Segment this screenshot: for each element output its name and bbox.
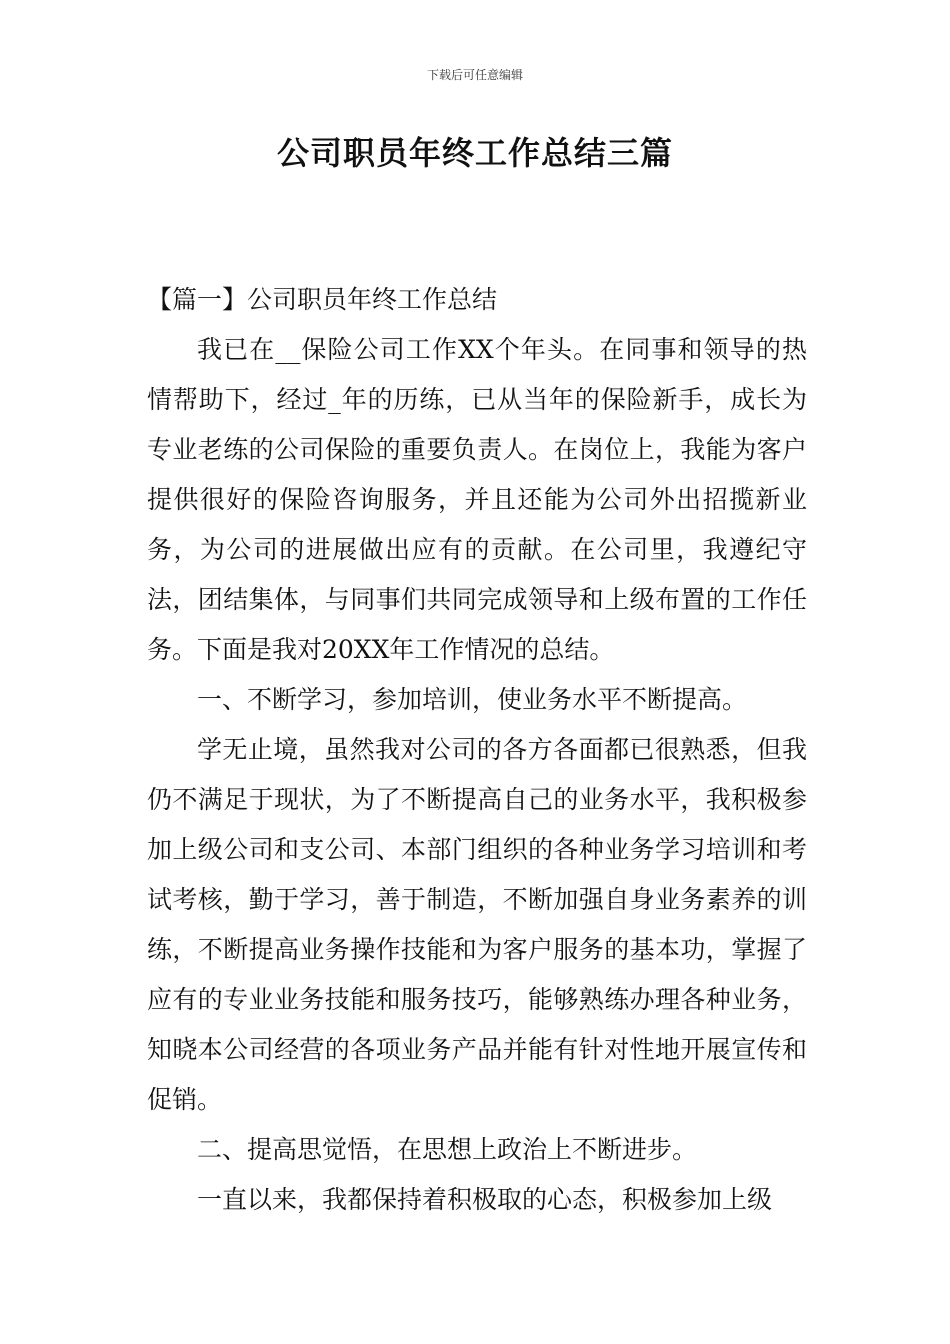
section-heading: 【篇一】公司职员年终工作总结 — [147, 285, 498, 314]
paragraph-intro: 我已在__保险公司工作XX个年头。在同事和领导的热情帮助下，经过_年的历练，已从当年的保险新手，成长为专业老练的公司保险的重要负责人。在岗位上，我能为客户提供很好的保险咨询服务，并且还能为公司外出招揽新业务，为公司的进展做出应有的贡献。在公司里，我遵纪守法，团结集体，与同事们共同完成领导和上级布置的工作任务。下面是我对20XX年工作情况的总结。 — [147, 335, 807, 664]
paragraph-attitude: 一直以来，我都保持着积极取的心态，积极参加上级 — [197, 1185, 773, 1214]
document-title: 公司职员年终工作总结三篇 — [276, 134, 673, 172]
point-two-heading: 二、提高思觉悟，在思想上政治上不断进步。 — [197, 1135, 698, 1164]
point-one-heading: 一、不断学习，参加培训，使业务水平不断提高。 — [197, 685, 748, 714]
document-body — [147, 275, 807, 1225]
header-note: 下载后可任意编辑 — [426, 68, 523, 82]
paragraph-learning: 学无止境，虽然我对公司的各方各面都已很熟悉，但我仍不满足于现状，为了不断提高自己的业务水平，我积极参加上级公司和支公司、本部门组织的各种业务学习培训和考试考核，勤于学习，善于制造，不断加强自身业务素养的训练，不断提高业务操作技能和为客户服务的基本功，掌握了应有的专业业务技能和服务技巧，能够熟练办理各种业务，知晓本公司经营的各项业务产品并能有针对性地开展宣传和促销。 — [147, 735, 807, 1114]
